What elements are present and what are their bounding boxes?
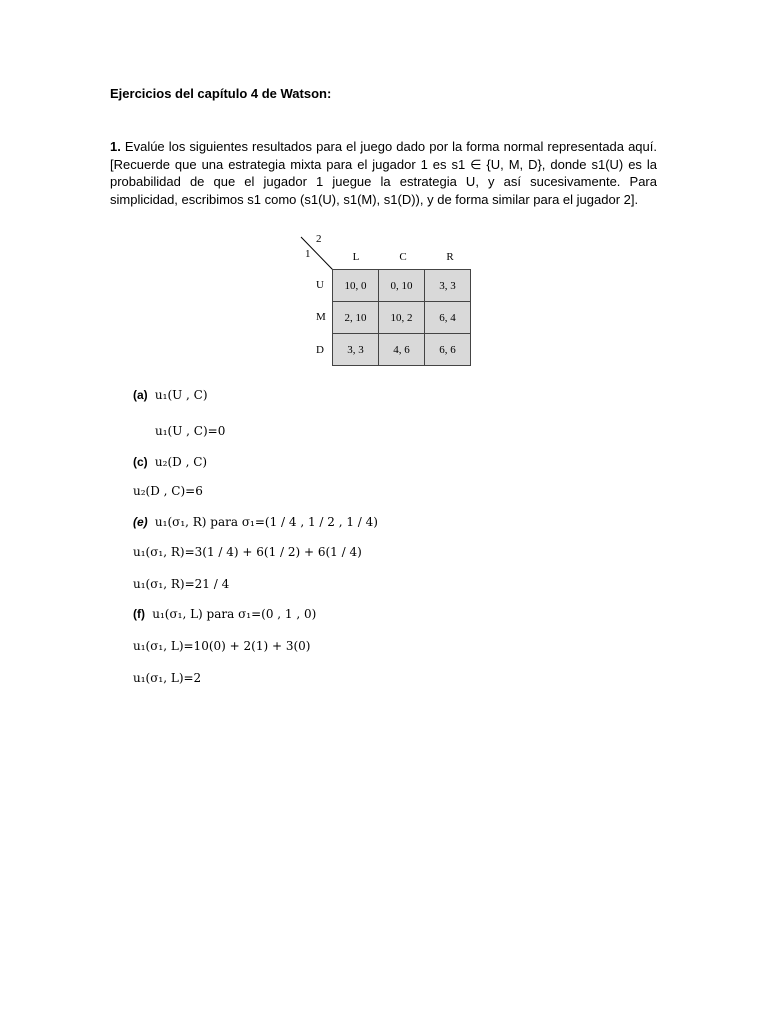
column-header: R bbox=[446, 251, 454, 263]
player2-label: 2 bbox=[316, 233, 322, 245]
payoff-cell: 6, 6 bbox=[425, 334, 471, 366]
item-f bbox=[133, 606, 316, 621]
row-header: U bbox=[316, 279, 324, 291]
item-label: (c) bbox=[133, 455, 148, 469]
payoff-cell: 0, 10 bbox=[379, 270, 425, 302]
item-expression: u₁(U , C) bbox=[154, 388, 208, 402]
exercise-number: 1. bbox=[110, 139, 121, 154]
item-expression: u₁(σ₁, L) para σ₁=(0 , 1 , 0) bbox=[152, 607, 317, 621]
item-f-answer bbox=[133, 670, 201, 685]
item-expression: u₁(σ₁, R) para σ₁=(1 / 4 , 1 / 2 , 1 / 4) bbox=[154, 515, 378, 529]
item-e-step bbox=[133, 544, 362, 559]
exercise-statement bbox=[110, 138, 657, 208]
item-f-step bbox=[133, 638, 310, 653]
payoff-cell: 2, 10 bbox=[333, 302, 379, 334]
matrix-row bbox=[333, 302, 471, 334]
payoff-grid bbox=[332, 269, 471, 366]
payoff-cell: 6, 4 bbox=[425, 302, 471, 334]
item-e bbox=[133, 514, 378, 529]
item-e-answer bbox=[133, 576, 229, 591]
item-label: (f) bbox=[133, 607, 145, 621]
matrix-row bbox=[333, 270, 471, 302]
row-header: M bbox=[316, 311, 326, 323]
item-expression: u₂(D , C) bbox=[154, 455, 208, 469]
item-a-answer bbox=[155, 423, 225, 438]
payoff-cell: 3, 3 bbox=[333, 334, 379, 366]
item-label: (a) bbox=[133, 388, 148, 402]
item-expression: u₂(D , C)=6 bbox=[133, 484, 203, 498]
payoff-cell: 4, 6 bbox=[379, 334, 425, 366]
item-a bbox=[133, 387, 208, 402]
item-c-answer bbox=[133, 483, 203, 498]
page-title: Ejercicios del capítulo 4 de Watson: bbox=[110, 86, 332, 101]
item-expression: u₁(U , C)=0 bbox=[155, 424, 226, 438]
payoff-cell: 10, 2 bbox=[379, 302, 425, 334]
payoff-matrix bbox=[296, 232, 486, 372]
payoff-cell: 10, 0 bbox=[333, 270, 379, 302]
item-expression: u₁(σ₁, R)=21 / 4 bbox=[133, 577, 230, 591]
player1-label: 1 bbox=[305, 248, 311, 260]
matrix-row bbox=[333, 334, 471, 366]
row-header: D bbox=[316, 344, 324, 356]
item-expression: u₁(σ₁, L)=2 bbox=[133, 671, 202, 685]
column-header: C bbox=[399, 251, 407, 263]
item-expression: u₁(σ₁, R)=3(1 / 4) + 6(1 / 2) + 6(1 / 4) bbox=[133, 545, 362, 559]
exercise-text: Evalúe los siguientes resultados para el juego dado por la forma normal representada aquí. [Recuerde que una estrategia mixta para el jugador 1 es s1 ∈ {U, M, D}, donde s1(U) es la probabilidad de que el jugador 1 juegue la estrategia U, y así sucesivamente. Para simplicidad, escribimos s1 como (s1(U), s1(M), s1(D)), y de forma similar para el jugador 2]. bbox=[110, 139, 657, 207]
item-expression: u₁(σ₁, L)=10(0) + 2(1) + 3(0) bbox=[133, 639, 311, 653]
item-c bbox=[133, 454, 207, 469]
payoff-cell: 3, 3 bbox=[425, 270, 471, 302]
column-header: L bbox=[352, 251, 360, 263]
item-label: (e) bbox=[133, 515, 148, 529]
